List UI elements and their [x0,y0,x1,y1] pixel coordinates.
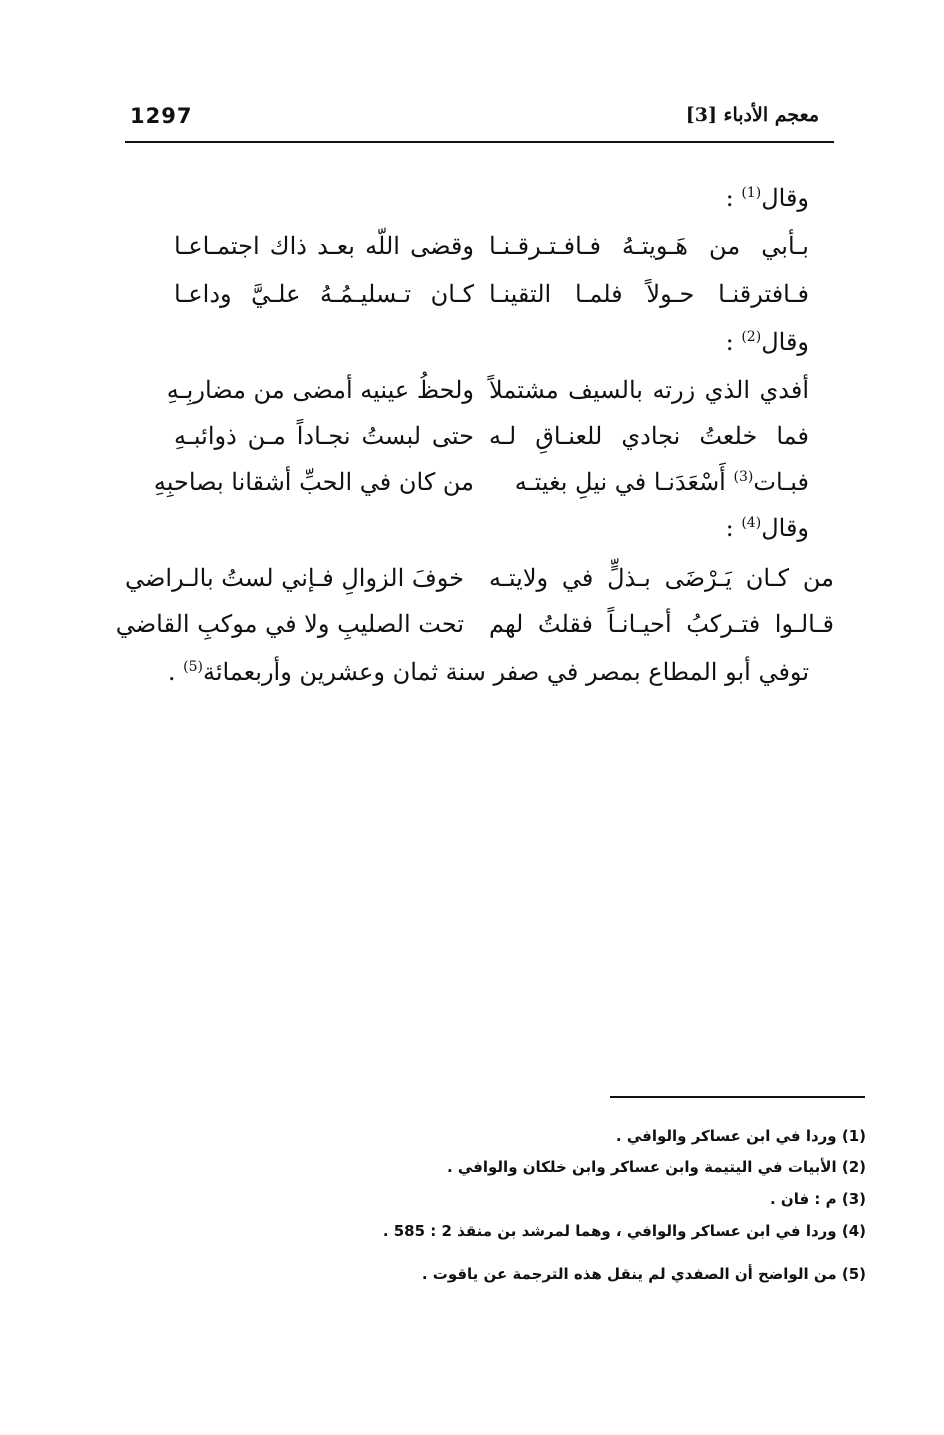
verse-first-hemistich: قـالـوا فتـركبُ أحيـانـاً فقلتُ لهم [489,610,834,638]
intro-text: وقال [761,328,809,356]
footnote-3: (3) م : فان . [770,1190,866,1208]
verse-second-hemistich: من كان في الحبِّ أشقانا بصاحبِهِ [153,468,474,496]
closing-paragraph [168,660,809,684]
footnote-divider [610,1096,865,1098]
verse-first-hemistich [489,470,809,494]
intro-text: وقال [761,514,809,542]
footnote-2: (2) الأبيات في اليتيمة وابن عساكر وابن خلكان والوافي . [446,1158,866,1176]
verse-first-hemistich: أفدي الذي زرته بالسيف مشتملاً [489,376,809,404]
verse-second-hemistich: خوفَ الزوالِ فـإني لستُ بالـراضي [125,564,464,592]
verse-first-hemistich: فما خلعتُ نجادي للعنـاقِ لـه [489,422,809,450]
verse-second-hemistich: ولحظُ عينيه أمضى من مضاربِـهِ [166,376,474,404]
verse-second-hemistich: كـان تـسليـمُـهُ علـيَّ وداعـا [174,280,474,308]
header-divider [125,141,834,143]
closing-text: توفي أبو المطاع بمصر في صفر سنة ثمان وعشرين وأربعمائة [202,658,809,686]
verse-first-hemistich: بـأبي من هَـويتـهُ فـافـتـرقـنـا [489,232,809,260]
intro-line-1 [726,186,809,210]
intro-colon: : [725,328,742,356]
footnote-ref: (5) [183,659,203,675]
verse-text: أَسْعَدَنـا في نيلِ بغيتـه [514,468,734,496]
footnote-ref: (2) [741,329,762,345]
verse-first-hemistich: من كـان يَـرْضَى بـذلٍّ في ولايتـه [489,564,834,592]
footnote-4: (4) وردا في ابن عساكر والوافي ، وهما لمرشد بن منقذ 2 : 585 . [382,1222,866,1240]
footnote-ref: (1) [741,185,762,201]
intro-text: وقال [761,184,809,212]
verse-second-hemistich: وقضى اللّه بعـد ذاك اجتمـاعـا [174,232,474,260]
footnote-1: (1) وردا في ابن عساكر والوافي . [615,1127,866,1145]
verse-second-hemistich: حتى لبستُ نجـاداً مـن ذوائبـهِ [174,422,474,450]
footnote-5: (5) من الواضح أن الصفدي لم ينقل هذه الترجمة عن ياقوت . [421,1265,866,1283]
closing-period: . [167,658,184,686]
running-title: معجم الأدباء [3] [685,104,819,126]
page-number: 1297 [130,104,193,128]
intro-colon: : [725,514,742,542]
verse-second-hemistich: تحت الصليبِ ولا في موكبِ القاضي [115,610,464,638]
verse-first-hemistich: فـافترقنـا حـولاً فلمـا التقينـا [489,280,809,308]
intro-line-3 [726,516,809,540]
footnote-ref: (3) [733,469,754,485]
intro-colon: : [725,184,742,212]
footnote-ref: (4) [741,515,762,531]
intro-line-2 [726,330,809,354]
verse-text: فبـات [753,468,809,496]
